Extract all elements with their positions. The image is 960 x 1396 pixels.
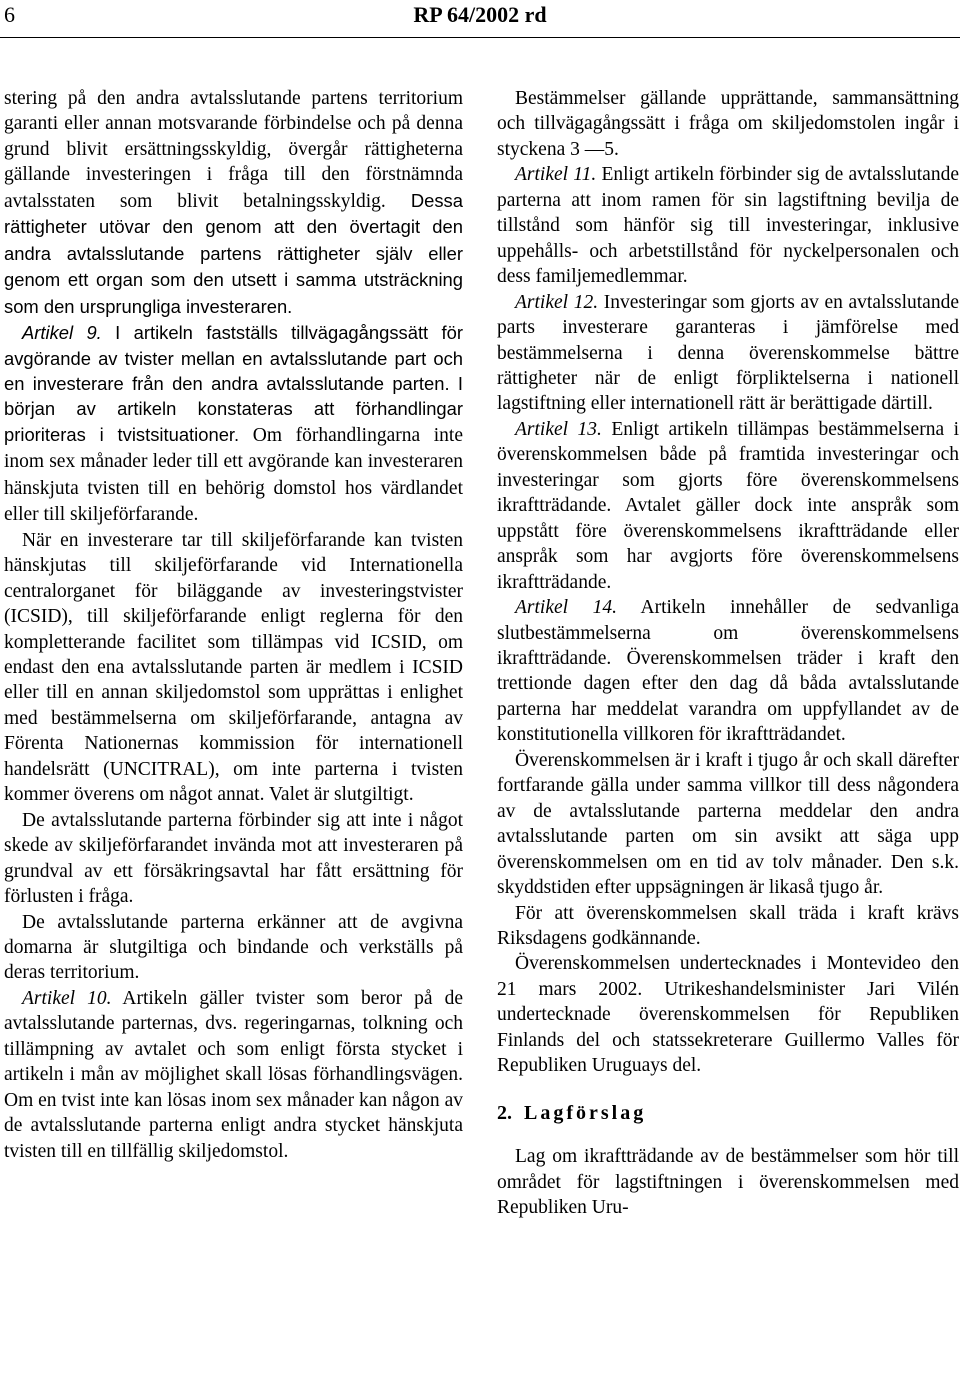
section-title: Lagförslag bbox=[524, 1101, 647, 1124]
right-column bbox=[497, 86, 959, 1220]
paragraph-text: stering på den andra avtalsslutande partens territorium garanti eller annan motsvarande förbindelse och på denna grund blivit ersättningsskyldig, övergår rättigheterna gällande investeringen i fråga till den förstnämnda avtalsstaten som blivit betalningsskyldig. bbox=[4, 88, 463, 212]
document-reference: RP 64/2002 rd bbox=[413, 2, 547, 27]
paragraph: Lag om ikraftträdande av de bestämmelser som hör till området för lagstiftningen i överenskommelsen med Republiken Uru- bbox=[497, 1146, 959, 1219]
article-label: Artikel 12. bbox=[515, 291, 599, 313]
section-number: 2. bbox=[497, 1101, 512, 1124]
article-label: Artikel 13. bbox=[515, 418, 602, 440]
paragraph: Överenskommelsen är i kraft i tjugo år och skall därefter fortfarande gälla under samma villkor till dess någondera av de avtalsslutande parterna meddelar den andra avtalsslutande parten om sin avsikt att säga upp överenskommelsen om en tid av tolv månader. Den s.k. skyddstiden efter uppsägningen är likaså tjugo år. bbox=[497, 749, 959, 899]
header-rule bbox=[0, 37, 960, 38]
article-label: Artikel 9. bbox=[22, 322, 102, 344]
paragraph bbox=[4, 86, 463, 320]
paragraph-text: Dessa rättigheter utövar den genom att den övertagit den andra avtalsslutande partens rättigheter själv eller genom ett organ som den utsett i samma utsträckning som den ursprungliga investeraren. bbox=[4, 189, 463, 317]
paragraph-article-10 bbox=[4, 986, 463, 1164]
paragraph-article-12 bbox=[497, 290, 959, 417]
paragraph-text: Enligt artikeln förbinder sig de avtalsslutande parterna att inom ramen för sin lagstiftning bevilja de tillstånd som hänför sig till investeringar, inklusive uppehålls- och arbetstillstånd för nyckelpersonalen och dess familjemedlemmar. bbox=[497, 164, 959, 288]
paragraph-text: Om förhandlingarna inte inom sex månader leder till ett avgörande kan investeraren hänskjuta tvisten till en behörig domstol hos värdlandet eller till skiljeförfarande. bbox=[4, 424, 463, 526]
paragraph: De avtalsslutande parterna förbinder sig att inte i något skede av skiljeförfarandet invända mot att investeraren på grundval av ett försäkringsavtal har fått ersättning för förlusten i fråga. bbox=[4, 809, 463, 908]
paragraph-article-14 bbox=[497, 595, 959, 748]
left-column bbox=[4, 86, 463, 1164]
page-header bbox=[0, 0, 960, 36]
paragraph-text: Investeringar som gjorts av en avtalsslutande parts investerare garanteras i jämförelse med bestämmelserna i denna överenskommelse bättre rättigheter när de enligt förpliktelserna i nationell lagstiftning eller internationell rätt är berättigade därtill. bbox=[497, 291, 959, 415]
paragraph: Bestämmelser gällande upprättande, sammansättning och tillvägagångssätt i fråga om skiljedomstolen ingår i styckena 3 —5. bbox=[497, 88, 959, 160]
paragraph-text: Artikeln gäller tvister som beror på de avtalsslutande parternas, dvs. regeringarnas, tolkning och tillämpning av avtalet och som enligt första stycket i artikeln i mån av möjlighet skall lösas förhandlingsvägen. Om en tvist inte kan lösas inom sex månader kan någon av de avtalsslutande parterna enligt andra stycket hänskjuta tvisten till en tillfällig skiljedomstol. bbox=[4, 987, 463, 1162]
paragraph: När en investerare tar till skiljeförfarande kan tvisten hänskjutas till skiljeförfarande vid Internationella centralorganet för biläggande av investeringstvister (ICSID), till skiljeförfarande enligt reglerna för den kompletterande facilitet som tillämpas vid ICSID, om endast den ena avtalsslutande parten är medlem i ICSID eller till en annan skiljedomstol som upprättas i enlighet med bestämmelserna om skiljeförfarande, antagna av Förenta Nationernas kommission för internationell handelsrätt (UNCITRAL), om inte parterna i tvisten kommer överens om något annat. Valet är slutgiltigt. bbox=[4, 529, 463, 806]
paragraph-text: Enligt artikeln tillämpas bestämmelserna i överenskommelsen både på framtida investeringar och investeringar som gjorts före överenskommelsens ikraftträdande. Avtalet gäller dock inte anspråk som uppstått före överenskommelsens ikraftträdande eller anspråk som har avgjorts före överenskommelsens ikraftträdande. bbox=[497, 418, 959, 593]
paragraph: De avtalsslutande parterna erkänner att de avgivna domarna är slutgiltiga och bindande och verkställs på deras territorium. bbox=[4, 911, 463, 984]
section-heading bbox=[497, 1101, 959, 1126]
article-label: Artikel 10. bbox=[22, 987, 112, 1009]
paragraph-text: I artikeln fastställs tillvägagångssätt för avgörande av tvister mellan en avtalsslutande part och en investerare från den andra avtalsslutande parten. I början av artikeln konstateras att förhandlingar prioriteras i tvistsituationer. bbox=[4, 322, 463, 445]
paragraph-article-9 bbox=[4, 320, 463, 528]
page-number: 6 bbox=[4, 2, 15, 27]
article-label: Artikel 11. bbox=[515, 164, 597, 186]
paragraph-article-11 bbox=[497, 162, 959, 289]
paragraph-text: Artikeln innehåller de sedvanliga slutbestämmelserna om överenskommelsens ikraftträdande. Överenskommelsen träder i kraft den trettionde dagen efter den dag då båda avtalsslutande parterna har meddelat varandra om uppfyllandet av de konstitutionella villkoren för ikraftträdandet. bbox=[497, 597, 959, 746]
paragraph: För att överenskommelsen skall träda i kraft krävs Riksdagens godkännande. bbox=[497, 902, 959, 949]
paragraph-article-13 bbox=[497, 417, 959, 595]
paragraph: Överenskommelsen undertecknades i Montevideo den 21 mars 2002. Utrikeshandelsminister Jari Vilén undertecknade överenskommelsen för Republiken Finlands del och statssekreterare Guillermo Valles för Republiken Uruguays del. bbox=[497, 953, 959, 1077]
article-label: Artikel 14. bbox=[515, 597, 618, 619]
